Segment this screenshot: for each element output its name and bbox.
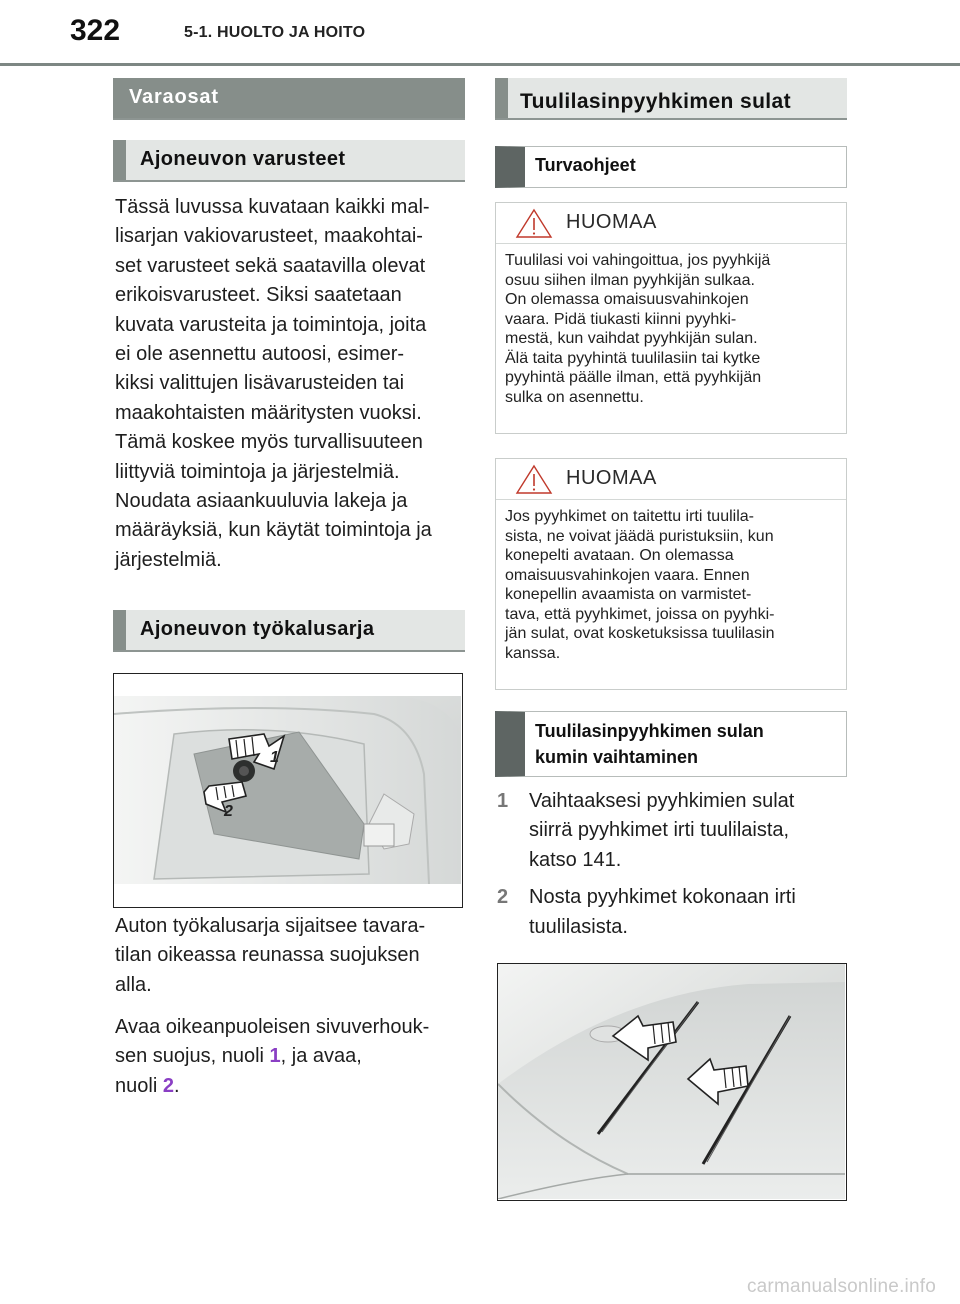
step-number: 1 <box>497 790 509 812</box>
paragraph-equipment <box>115 193 465 575</box>
notice-title: HUOMAA <box>566 211 657 233</box>
chapter-title: 5-1. HUOLTO JA HOITO <box>184 24 366 41</box>
text-line: On olemassa omaisuusvahinkojen <box>505 291 749 308</box>
text-line: määräyksiä, kun käytät toimintoja ja <box>115 519 432 542</box>
text-line: sulka on asennettu. <box>505 388 644 406</box>
text-line: Tässä luvussa kuvataan kaikki mal- <box>115 196 430 218</box>
subheading-vehicle-equipment: Ajoneuvon varusteet <box>113 140 465 180</box>
text-line: Auton työkalusarja sijaitsee tavara- <box>115 915 426 937</box>
text-line: maakohtaisten määritysten vuoksi. <box>115 401 422 424</box>
text-line: siirrä pyyhkimet irti tuulilaista, <box>529 819 790 842</box>
trunk-illustration <box>114 674 461 906</box>
subheading-rule <box>113 180 465 182</box>
arrow-number-1: 1 <box>269 1045 281 1068</box>
text-line: Älä taita pyyhintä tuulilasiin tai kytke <box>505 349 761 367</box>
paragraph-toolkit-location <box>115 912 465 1000</box>
text-line: tuulilasista. <box>529 915 628 938</box>
text-line: konepellin avaamista on varmistet- <box>505 586 752 603</box>
text-line: kanssa. <box>505 644 561 662</box>
step-number: 2 <box>497 886 509 909</box>
section-rule <box>495 118 847 120</box>
notice-text <box>496 500 846 663</box>
section-heading-wiper-blades: Tuulilasinpyyhkimen sulat <box>495 78 847 118</box>
text-line: katso 141. <box>529 848 622 871</box>
text-line: konepelti avataan. On olemassa <box>505 547 734 564</box>
text-fragment: sen suojus, nuoli <box>115 1045 270 1068</box>
text-line: Vaihtaaksesi pyyhkimien sulat <box>529 790 795 812</box>
warning-triangle-icon <box>514 463 554 495</box>
arrow-number-2: 2 <box>162 1074 174 1097</box>
text-line <box>115 1042 465 1071</box>
text-line: set varusteet sekä saatavilla olevat <box>115 254 426 277</box>
notice-box-1 <box>495 202 847 434</box>
subheading-toolkit: Ajoneuvon työkalusarja <box>113 610 465 650</box>
notice-title: HUOMAA <box>566 467 657 489</box>
text-line: Nosta pyyhkimet kokonaan irti <box>529 886 796 909</box>
step-text <box>529 787 794 875</box>
step-item <box>495 787 847 875</box>
replace-rubber-heading <box>495 711 847 777</box>
text-fragment: . <box>173 1074 180 1097</box>
step-list <box>495 787 847 942</box>
text-line <box>115 1072 465 1101</box>
toolkit-figure <box>113 673 463 908</box>
text-line: omaisuusvahinkojen vaara. Ennen <box>505 566 750 584</box>
text-line: kuvata varusteita ja toimintoja, joita <box>115 313 427 336</box>
text-line: Noudata asiaankuuluvia lakeja ja <box>115 490 408 513</box>
text-line: liittyviä toimintoja ja järjestelmiä. <box>115 460 400 483</box>
step-item <box>495 883 847 942</box>
notice-header <box>496 203 846 244</box>
text-line: pyyhintä päälle ilman, että pyyhkijän <box>505 369 762 386</box>
text-line: Avaa oikeanpuoleisen sivuverhouk- <box>115 1016 430 1038</box>
text-line: kiksi valittujen lisävarusteiden tai <box>115 372 405 395</box>
text-fragment: , ja avaa, <box>280 1045 362 1068</box>
text-line: osuu siihen ilman pyyhkijän sulkaa. <box>505 271 755 289</box>
wiper-illustration <box>498 964 845 1199</box>
text-line: mestä, kun vaihdat pyyhkijän sulan. <box>505 330 758 347</box>
text-line: lisarjan vakiovarusteet, maakohtai- <box>115 225 423 248</box>
notice-header <box>496 459 846 500</box>
subheading-rule <box>113 650 465 652</box>
text-line: ei ole asennettu autoosi, esimer- <box>115 343 405 366</box>
watermark: carmanualsonline.info <box>746 1276 936 1297</box>
notice-box-2 <box>495 458 847 690</box>
paragraph-open-cover <box>115 1013 465 1101</box>
text-line: erikoisvarusteet. Siksi saatetaan <box>115 284 402 307</box>
text-line: tava, että pyyhkimet, joissa on pyyhki- <box>505 605 775 623</box>
text-line: vaara. Pidä tiukasti kiinni pyyhki- <box>505 310 737 328</box>
callout-2: 2 <box>224 803 233 820</box>
safety-heading: Turvaohjeet <box>495 146 847 188</box>
header-rule <box>0 63 960 66</box>
text-line: Jos pyyhkimet on taitettu irti tuulila- <box>505 508 754 525</box>
text-line: Tuulilasi voi vahingoittua, jos pyyhkijä <box>505 252 771 269</box>
text-line: tilan oikeassa reunassa suojuksen <box>115 944 420 967</box>
text-line: jän sulat, ovat kosketuksissa tuulilasin <box>505 625 775 642</box>
text-line: Tämä koskee myös turvallisuuteen <box>115 431 423 454</box>
heading-line: kumin vaihtaminen <box>535 747 699 767</box>
heading-line: Tuulilasinpyyhkimen sulan <box>535 721 764 741</box>
text-fragment: nuoli <box>115 1074 163 1097</box>
section-rule <box>113 118 465 120</box>
section-heading-varaosat: Varaosat <box>113 78 465 118</box>
text-line: järjestelmiä. <box>115 548 222 571</box>
callout-1: 1 <box>270 749 279 766</box>
warning-triangle-icon <box>514 207 554 239</box>
text-line: sista, ne voivat jäädä puristuksiin, kun <box>505 527 774 545</box>
page-number: 322 <box>70 14 121 47</box>
notice-text <box>496 244 846 407</box>
text-line: alla. <box>115 973 152 996</box>
wiper-figure <box>497 963 847 1201</box>
step-text <box>529 883 796 942</box>
